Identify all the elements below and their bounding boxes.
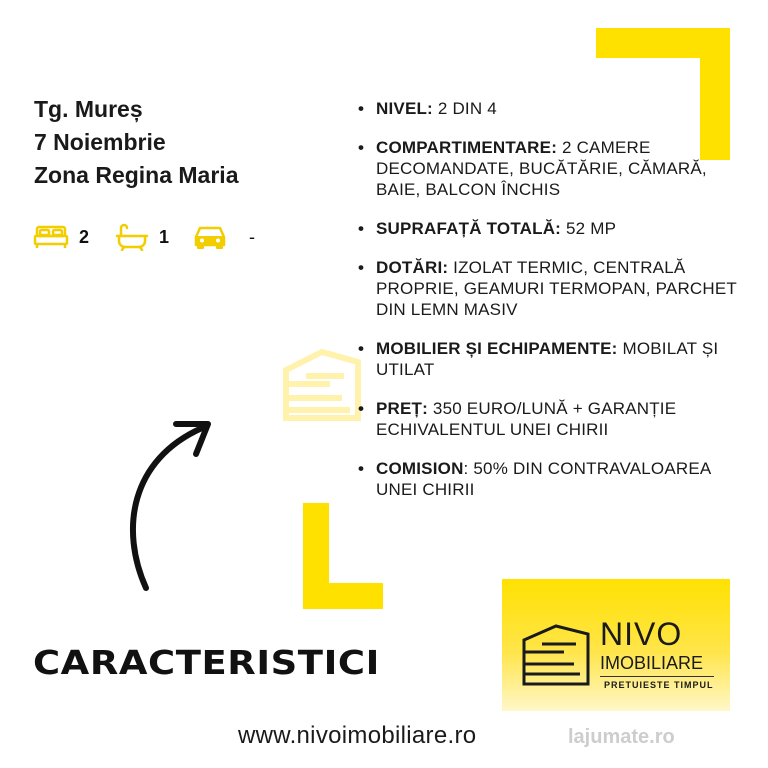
location-zone: Zona Regina Maria	[34, 162, 239, 188]
logo-tagline: PRETUIESTE TIMPUL	[604, 680, 714, 690]
page-title: CARACTERISTICI	[33, 643, 380, 682]
location-street: 7 Noiembrie	[34, 129, 166, 155]
location-city: Tg. Mureș	[34, 96, 143, 122]
bathrooms-count: 1	[159, 226, 170, 247]
website-link[interactable]: www.nivoimobiliare.ro	[238, 722, 477, 749]
curved-arrow-icon	[110, 410, 230, 600]
bedrooms-count: 2	[79, 226, 90, 247]
list-item: • PREȚ: 350 EURO/LUNĂ + GARANȚIE ECHIVALENTUL UNEI CHIRII	[358, 398, 738, 440]
corner-accent-bottom-left-horizontal	[303, 583, 383, 609]
list-item: • DOTĂRI: IZOLAT TERMIC, CENTRALĂ PROPRIE, GEAMURI TERMOPAN, PARCHET DIN LEMN MASIV	[358, 257, 738, 320]
list-item: • NIVEL: 2 DIN 4	[358, 98, 738, 119]
parking-value: -	[249, 226, 256, 247]
bathtub-icon	[115, 223, 149, 251]
car-icon	[193, 224, 227, 250]
building-logo-icon	[520, 620, 592, 688]
list-item: • COMISION: 50% DIN CONTRAVALOAREA UNEI CHIRII	[358, 458, 738, 500]
list-item: • MOBILIER ȘI ECHIPAMENTE: MOBILAT ȘI UTILAT	[358, 338, 738, 380]
site-watermark: lajumate.ro	[568, 726, 675, 748]
amenities-row	[33, 222, 255, 252]
logo-subtitle: IMOBILIARE	[600, 653, 704, 673]
list-item: • COMPARTIMENTARE: 2 CAMERE DECOMANDATE, BUCĂTĂRIE, CĂMARĂ, BAIE, BALCON ÎNCHIS	[358, 137, 738, 200]
location-block	[34, 93, 238, 192]
bed-icon	[33, 224, 69, 250]
building-watermark-icon	[278, 344, 364, 424]
features-list	[358, 98, 738, 518]
logo-divider	[600, 676, 714, 677]
list-item: • SUPRAFAȚĂ TOTALĂ: 52 MP	[358, 218, 738, 239]
logo-name: NIVO	[600, 616, 683, 652]
